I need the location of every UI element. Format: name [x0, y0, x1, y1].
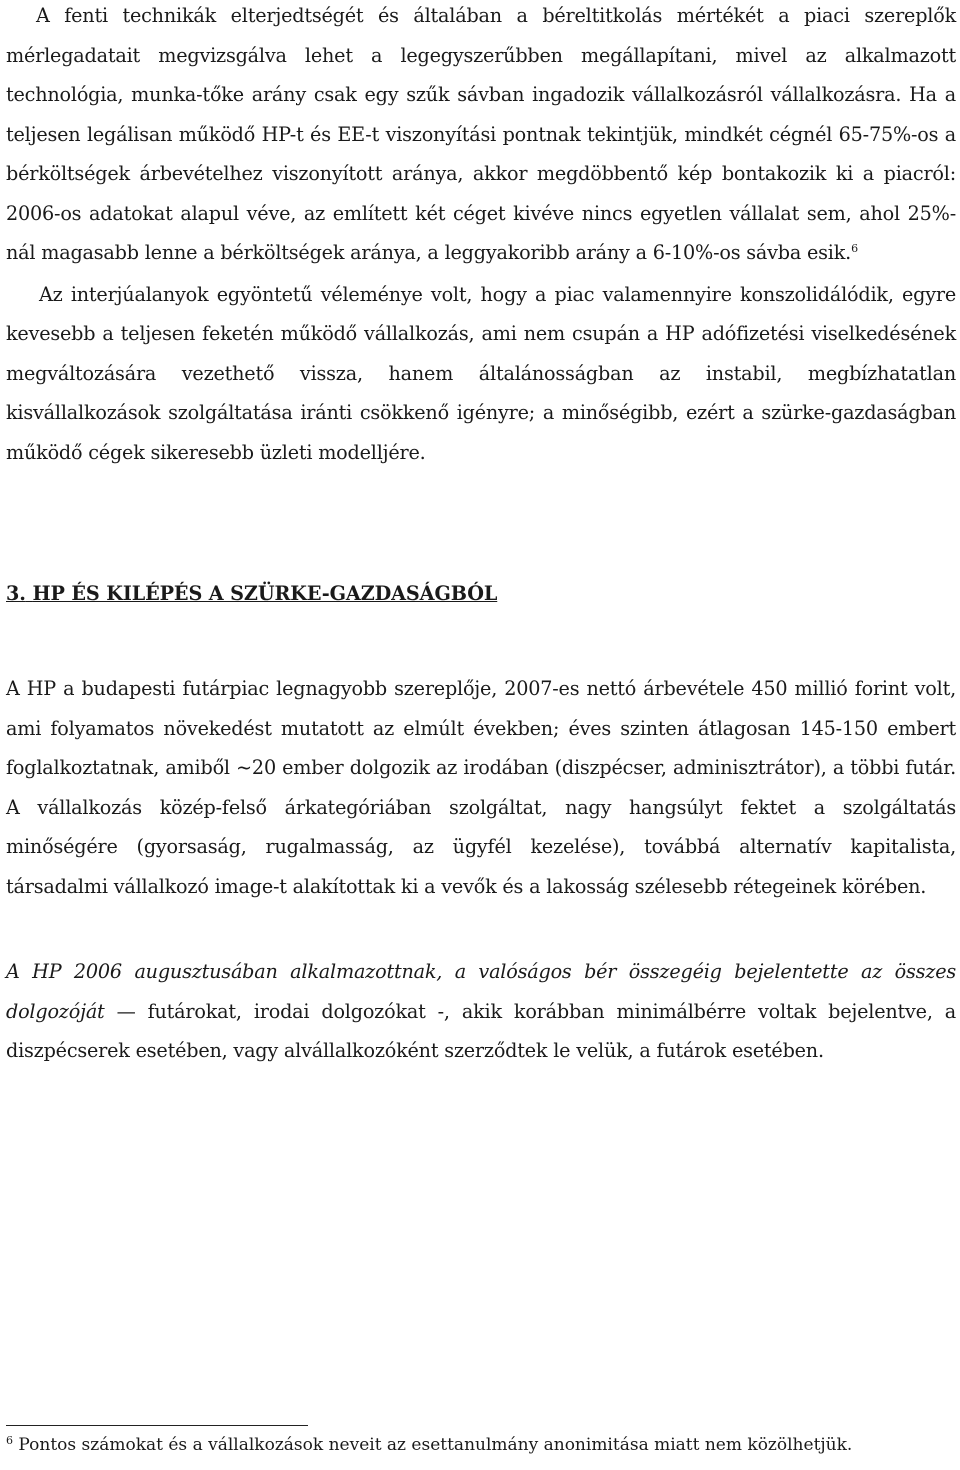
- paragraph-intro: [6, 0, 956, 273]
- section-number: 3.: [6, 582, 26, 605]
- paragraph-registration: [6, 952, 956, 1071]
- document-page: [6, 0, 956, 1062]
- paragraph-company: A HP a budapesti futárpiac legnagyobb szereplője, 2007-es nettó árbevétele 450 millió forint volt, ami folyamatos növekedést mutatott az elmúlt években; éves szinten átlagosan 145-150 embert foglalkoztatnak, amiből ~20 ember dolgozik az irodában (diszpécser, adminisztrátor), a többi futár. A vállalkozás közép-felső árkategóriában szolgáltat, nagy hangsúlyt fektet a szolgáltatás minőségére (gyorsaság, rugalmasság, az ügyfél kezelése), továbbá alternatív kapitalista, társadalmi vállalkozó image-t alakítottak ki a vevők és a lakosság szélesebb rétegeinek körében.: [6, 677, 956, 898]
- section-heading: [6, 582, 497, 605]
- footnote-number: 6: [6, 1434, 13, 1447]
- footnote-divider: [6, 1425, 308, 1426]
- paragraph-intro-text: A fenti technikák elterjedtségét és általában a béreltitkolás mértékét a piaci szereplők mérlegadatait megvizsgálva lehet a legegyszerűbben megállapítani, mivel az alkalmazott technológia, munka-tőke arány csak egy szűk sávban ingadozik vállalkozásról vállalkozásra. Ha a teljesen legálisan működő HP-t és EE-t viszonyítási pontnak tekintjük, mindkét cégnél 65-75%-os a bérköltségek árbevételhez viszonyított aránya, akkor megdöbbentő kép bontakozik ki a piacról: 2006-os adatokat alapul véve, az említett két céget kivéve nincs egyetlen vállalat sem, ahol 25%-nál magasabb lenne a bérköltségek aránya, a leggyakoribb arány a 6-10%-os sávba esik.: [6, 4, 956, 264]
- footnote: [6, 1432, 956, 1458]
- paragraph-registration-italic: A HP 2006 augusztusában alkalmazottnak, a valóságos bér összegéig bejelentette az összes dolgozóját: [6, 960, 956, 1023]
- section-title: HP ÉS KILÉPÉS A SZÜRKE-GAZDASÁGBÓL: [32, 582, 498, 605]
- paragraph-interviews: Az interjúalanyok egyöntetű véleménye volt, hogy a piac valamennyire konszolidálódik, egyre kevesebb a teljesen feketén működő vállalkozás, ami nem csupán a HP adófizetési viselkedésének megváltozására vezethető vissza, hanem általánosságban az instabil, megbízhatatlan kisvállalkozások szolgáltatása iránti csökkenő igényre; a minőségibb, ezért a szürke-gazdaságban működő cégek sikeresebb üzleti modelljére.: [6, 282, 956, 464]
- footnote-reference[interactable]: 6: [851, 242, 858, 255]
- footnote-text: Pontos számokat és a vállalkozások neveit az esettanulmány anonimitása miatt nem közölhetjük.: [13, 1435, 853, 1455]
- paragraph-registration-rest: — futárokat, irodai dolgozókat -, akik korábban minimálbérre voltak bejelentve, a diszpécserek esetében, vagy alvállalkozóként szerződtek le velük, a futárok esetében.: [6, 999, 956, 1062]
